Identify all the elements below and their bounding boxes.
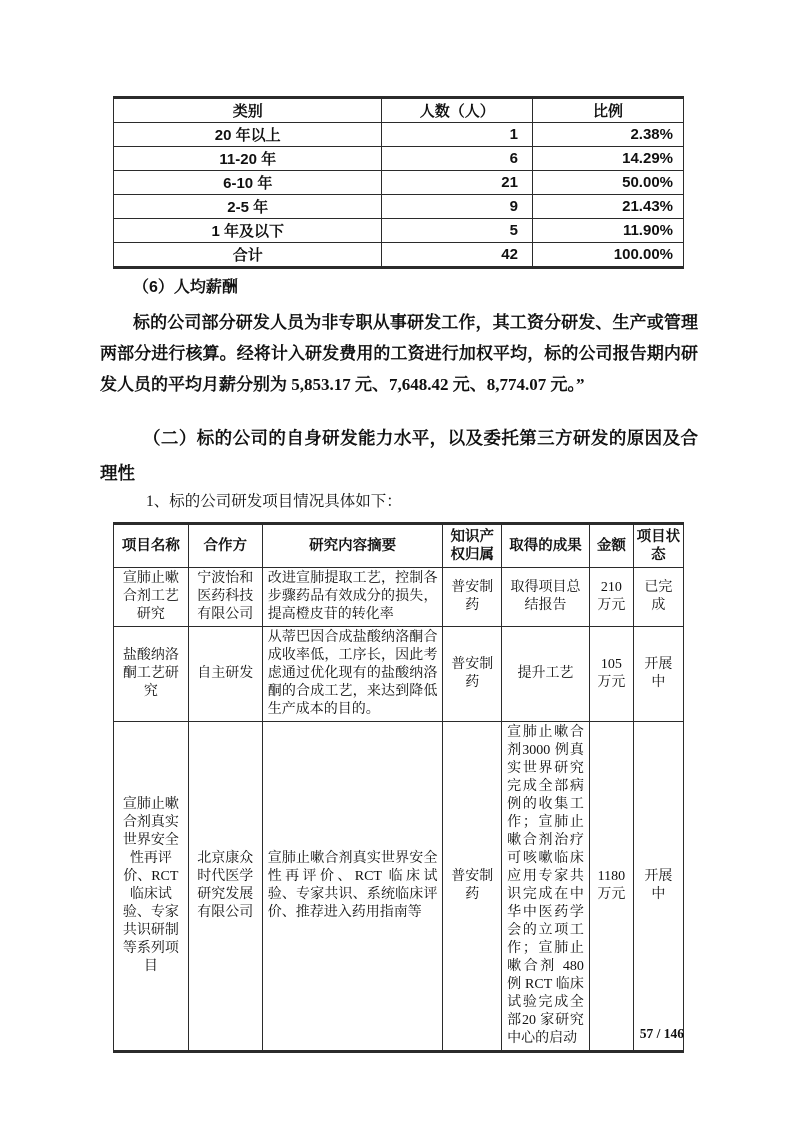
cell-headcount: 6 xyxy=(382,147,532,171)
cell-headcount: 42 xyxy=(382,243,532,268)
cell-project-name: 宣肺止嗽合剂工艺研究 xyxy=(114,568,189,627)
cell-category: 11-20 年 xyxy=(114,147,382,171)
table-row xyxy=(114,568,684,627)
column-header-headcount: 人数（人） xyxy=(382,98,532,123)
cell-category: 1 年及以下 xyxy=(114,219,382,243)
cell-summary: 改进宣肺提取工艺，控制各步骤药品有效成分的损失，提高橙皮苷的转化率 xyxy=(262,568,443,627)
cell-project-name: 宣肺止嗽合剂真实世界安全性再评价、RCT 临床试验、专家共识研制等系列项目 xyxy=(114,722,189,1052)
cell-result: 宣肺止嗽合剂3000 例真实世界研究完成全部病例的收集工作；宣肺止嗽合剂治疗可咳嗽临床应用专家共识完成在中华中医药学会的立项工作；宣肺止嗽合剂 480 例 RCT 临床试验完成全部20 家研究中心的启动 xyxy=(502,722,590,1052)
heading-avg-salary: （6）人均薪酬 xyxy=(133,279,238,296)
cell-ip-owner: 普安制药 xyxy=(443,627,502,722)
cell-headcount: 9 xyxy=(382,195,532,219)
cell-ip-owner: 普安制药 xyxy=(443,568,502,627)
table-row xyxy=(114,147,684,171)
cell-ratio: 11.90% xyxy=(532,219,683,243)
cell-summary: 从蒂巴因合成盐酸纳洛酮合成收率低，工序长，因此考虑通过优化现有的盐酸纳洛酮的合成工艺，来达到降低生产成本的目的。 xyxy=(262,627,443,722)
cell-headcount: 5 xyxy=(382,219,532,243)
table-row xyxy=(114,123,684,147)
cell-ratio: 2.38% xyxy=(532,123,683,147)
cell-status: 已完成 xyxy=(633,568,683,627)
cell-category: 合计 xyxy=(114,243,382,268)
cell-headcount: 21 xyxy=(382,171,532,195)
cell-category: 6-10 年 xyxy=(114,171,382,195)
table-row-total xyxy=(114,243,684,268)
table-row xyxy=(114,627,684,722)
seniority-header-row xyxy=(114,98,684,123)
column-header-status: 项目状态 xyxy=(633,524,683,568)
column-header-category: 类别 xyxy=(114,98,382,123)
cell-amount: 105 万元 xyxy=(589,627,633,722)
seniority-table xyxy=(113,96,684,269)
cell-headcount: 1 xyxy=(382,123,532,147)
cell-status: 开展中 xyxy=(633,722,683,1052)
cell-partner: 自主研发 xyxy=(188,627,262,722)
cell-category: 2-5 年 xyxy=(114,195,382,219)
column-header-summary: 研究内容摘要 xyxy=(262,524,443,568)
cell-status: 开展中 xyxy=(633,627,683,722)
cell-partner: 北京康众时代医学研究发展有限公司 xyxy=(188,722,262,1052)
cell-amount: 210 万元 xyxy=(589,568,633,627)
cell-ratio: 21.43% xyxy=(532,195,683,219)
cell-ratio: 50.00% xyxy=(532,171,683,195)
paragraph-avg-salary: 标的公司部分研发人员为非专职从事研发工作，其工资分研发、生产或管理两部分进行核算。经将计入研发费用的工资进行加权平均，标的公司报告期内研发人员的平均月薪分别为 5,853.17 元、7,648.42 元、8,774.07 元。” xyxy=(100,313,698,394)
cell-ip-owner: 普安制药 xyxy=(443,722,502,1052)
column-header-ip-owner: 知识产权归属 xyxy=(443,524,502,568)
cell-summary: 宣肺止嗽合剂真实世界安全性再评价、RCT 临床试验、专家共识、系统临床评价、推荐进入药用指南等 xyxy=(262,722,443,1052)
table-row xyxy=(114,195,684,219)
list-item-projects-intro: 1、标的公司研发项目情况具体如下： xyxy=(146,493,402,510)
cell-partner: 宁波怡和医药科技有限公司 xyxy=(188,568,262,627)
cell-ratio: 14.29% xyxy=(532,147,683,171)
projects-header-row xyxy=(114,524,684,568)
page-number: 57 / 146 xyxy=(639,1026,684,1041)
cell-result: 取得项目总结报告 xyxy=(502,568,590,627)
column-header-amount: 金额 xyxy=(589,524,633,568)
heading-section-two: （二）标的公司的自身研发能力水平，以及委托第三方研发的原因及合理性 xyxy=(100,428,698,483)
cell-category: 20 年以上 xyxy=(114,123,382,147)
table-row xyxy=(114,722,684,1052)
cell-amount: 1180 万元 xyxy=(589,722,633,1052)
column-header-result: 取得的成果 xyxy=(502,524,590,568)
table-row xyxy=(114,171,684,195)
cell-project-name: 盐酸纳洛酮工艺研究 xyxy=(114,627,189,722)
column-header-ratio: 比例 xyxy=(532,98,683,123)
column-header-partner: 合作方 xyxy=(188,524,262,568)
cell-result: 提升工艺 xyxy=(502,627,590,722)
rd-projects-table xyxy=(113,522,684,1053)
table-row xyxy=(114,219,684,243)
cell-ratio: 100.00% xyxy=(532,243,683,268)
column-header-project-name: 项目名称 xyxy=(114,524,189,568)
